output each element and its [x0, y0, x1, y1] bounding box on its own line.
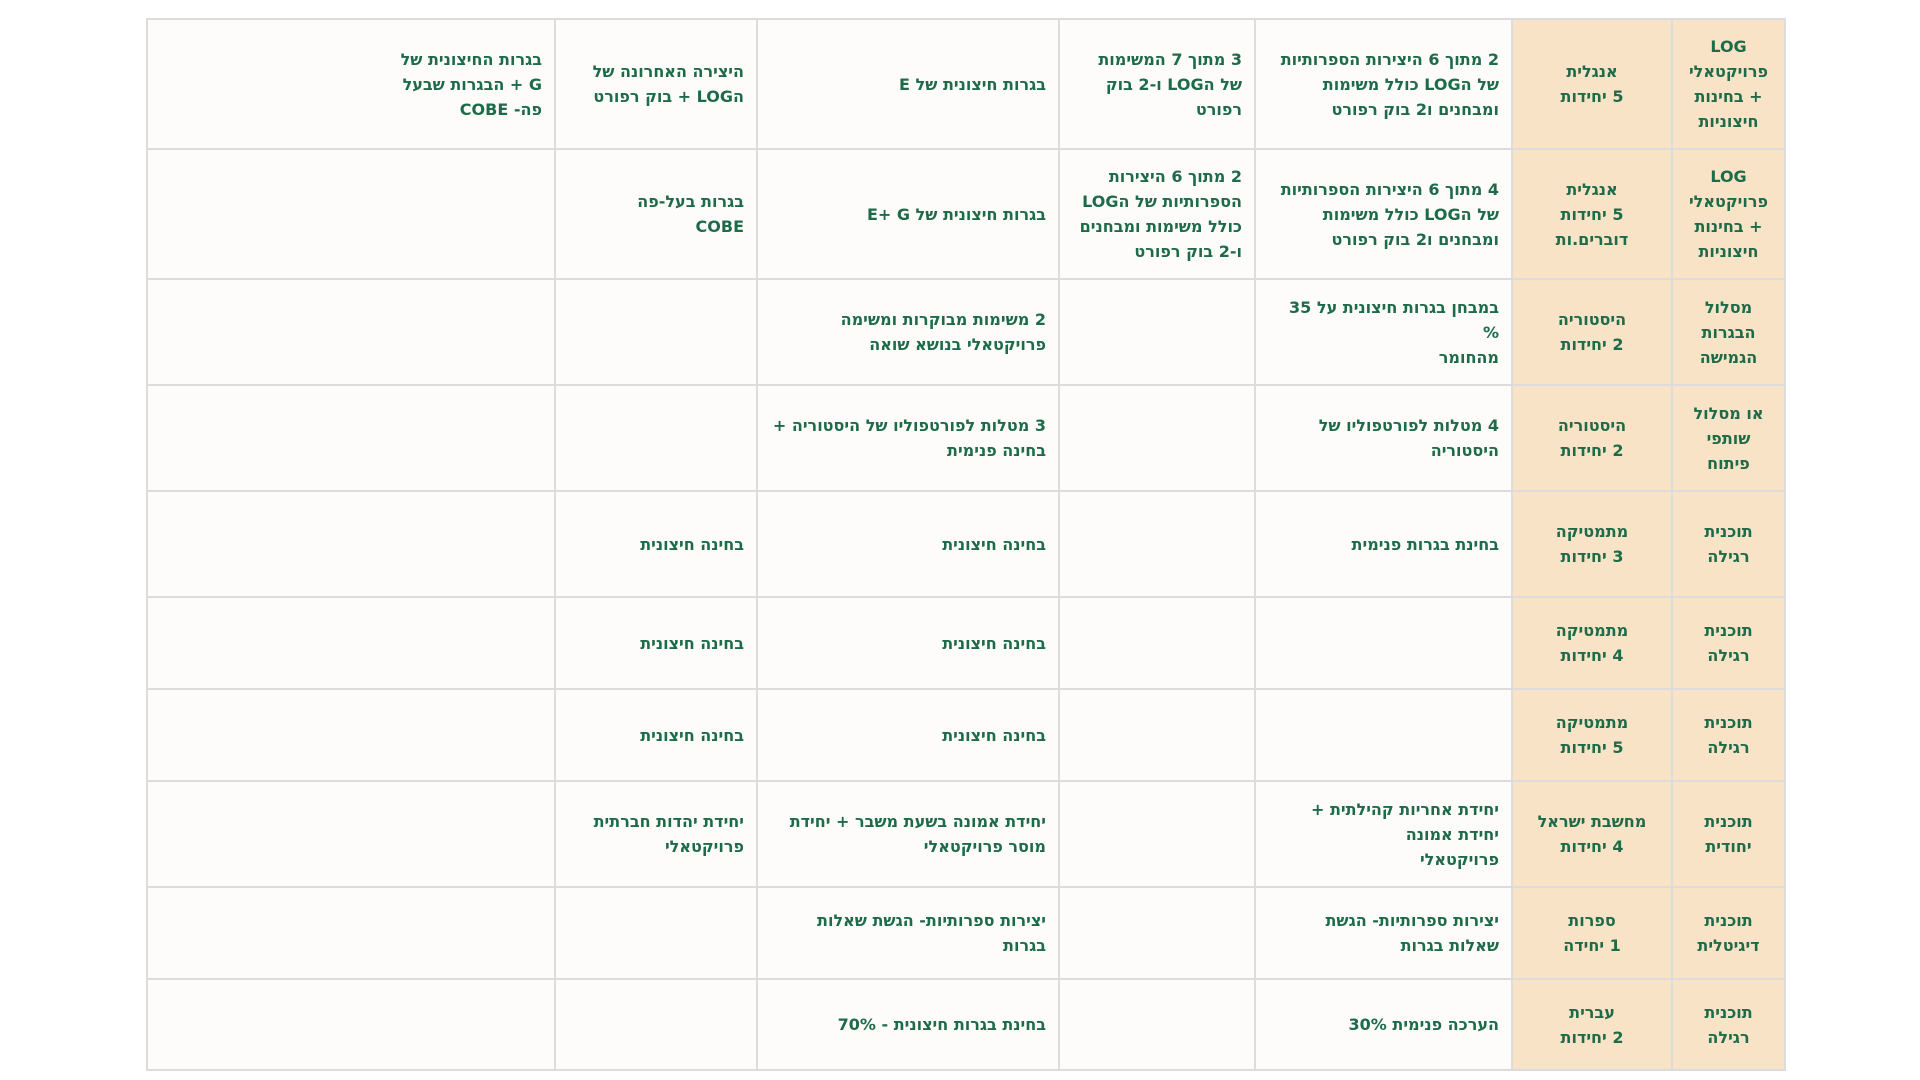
stage-3-cell: בחינה חיצונית [757, 689, 1059, 781]
track-cell: LOG פרויקטאלי + בחינות חיצוניות [1672, 19, 1785, 149]
table-row [147, 979, 1785, 1070]
stage-3-cell: בחינת בגרות חיצונית - 70% [757, 979, 1059, 1070]
assessment-table [146, 18, 1786, 1071]
stage-4-cell: היצירה האחרונה של הLOG + בוק רפורט [555, 19, 757, 149]
stage-2-cell [1059, 279, 1255, 385]
track-cell: תוכנית יחודית [1672, 781, 1785, 887]
stage-2-cell [1059, 781, 1255, 887]
subject-cell: מחשבת ישראל 4 יחידות [1512, 781, 1672, 887]
stage-5-cell [147, 597, 555, 689]
stage-3-cell: 3 מטלות לפורטפוליו של היסטוריה + בחינה פנימית [757, 385, 1059, 491]
stage-4-cell: בגרות בעל-פה COBE [555, 149, 757, 279]
track-cell: תוכנית רגילה [1672, 491, 1785, 597]
stage-3-cell: בחינה חיצונית [757, 597, 1059, 689]
stage-5-cell [147, 279, 555, 385]
table-row [147, 279, 1785, 385]
stage-4-cell: בחינה חיצונית [555, 689, 757, 781]
stage-2-cell [1059, 491, 1255, 597]
subject-cell: אנגלית 5 יחידות דוברים.ות [1512, 149, 1672, 279]
table-row [147, 19, 1785, 149]
subject-cell: ספרות 1 יחידה [1512, 887, 1672, 979]
table-row [147, 597, 1785, 689]
table-row [147, 149, 1785, 279]
stage-5-cell [147, 491, 555, 597]
stage-5-cell [147, 385, 555, 491]
table-row [147, 491, 1785, 597]
stage-2-cell: 3 מתוך 7 המשימות של הLOG ו-2 בוק רפורט [1059, 19, 1255, 149]
stage-1-cell [1255, 597, 1512, 689]
stage-5-cell [147, 979, 555, 1070]
stage-1-cell: 4 מתוך 6 היצירות הספרותיות של הLOG כולל משימות ומבחנים ו2 בוק רפורט [1255, 149, 1512, 279]
stage-2-cell: 2 מתוך 6 היצירות הספרותיות של הLOG כולל משימות ומבחנים ו-2 בוק רפורט [1059, 149, 1255, 279]
subject-cell: מתמטיקה 4 יחידות [1512, 597, 1672, 689]
stage-2-cell [1059, 689, 1255, 781]
subject-cell: עברית 2 יחידות [1512, 979, 1672, 1070]
stage-3-cell: בגרות חיצונית של E+ G [757, 149, 1059, 279]
table-row [147, 689, 1785, 781]
stage-1-cell: בחינת בגרות פנימית [1255, 491, 1512, 597]
stage-1-cell: 2 מתוך 6 היצירות הספרותיות של הLOG כולל משימות ומבחנים ו2 בוק רפורט [1255, 19, 1512, 149]
stage-2-cell [1059, 887, 1255, 979]
track-cell: תוכנית רגילה [1672, 979, 1785, 1070]
stage-5-cell [147, 781, 555, 887]
subject-cell: מתמטיקה 3 יחידות [1512, 491, 1672, 597]
table-row [147, 887, 1785, 979]
track-cell: מסלול הבגרות הגמישה [1672, 279, 1785, 385]
subject-cell: מתמטיקה 5 יחידות [1512, 689, 1672, 781]
track-cell: LOG פרויקטאלי + בחינות חיצוניות [1672, 149, 1785, 279]
stage-5-cell [147, 887, 555, 979]
stage-5-cell: בגרות החיצונית של G + הבגרות שבעל פה- COBE [147, 19, 555, 149]
table-row [147, 781, 1785, 887]
stage-4-cell [555, 887, 757, 979]
subject-cell: היסטוריה 2 יחידות [1512, 279, 1672, 385]
stage-3-cell: בגרות חיצונית של E [757, 19, 1059, 149]
stage-5-cell [147, 689, 555, 781]
stage-1-cell: הערכה פנימית 30% [1255, 979, 1512, 1070]
stage-3-cell: 2 משימות מבוקרות ומשימה פרויקטאלי בנושא שואה [757, 279, 1059, 385]
stage-1-cell: יחידת אחריות קהילתית + יחידת אמונה פרויקטאלי [1255, 781, 1512, 887]
stage-1-cell: יצירות ספרותיות- הגשת שאלות בגרות [1255, 887, 1512, 979]
stage-4-cell: יחידת יהדות חברתית פרויקטאלי [555, 781, 757, 887]
track-cell: או מסלול שותפי פיתוח [1672, 385, 1785, 491]
track-cell: תוכנית רגילה [1672, 597, 1785, 689]
track-cell: תוכנית רגילה [1672, 689, 1785, 781]
stage-4-cell: בחינה חיצונית [555, 491, 757, 597]
stage-2-cell [1059, 597, 1255, 689]
stage-4-cell [555, 979, 757, 1070]
subject-cell: אנגלית 5 יחידות [1512, 19, 1672, 149]
stage-3-cell: בחינה חיצונית [757, 491, 1059, 597]
stage-3-cell: יחידת אמונה בשעת משבר + יחידת מוסר פרויקטאלי [757, 781, 1059, 887]
stage-4-cell: בחינה חיצונית [555, 597, 757, 689]
table-row [147, 385, 1785, 491]
stage-4-cell [555, 279, 757, 385]
stage-4-cell [555, 385, 757, 491]
stage-2-cell [1059, 385, 1255, 491]
stage-1-cell [1255, 689, 1512, 781]
track-cell: תוכנית דיגיטלית [1672, 887, 1785, 979]
stage-2-cell [1059, 979, 1255, 1070]
stage-1-cell: במבחן בגרות חיצונית על 35 % מהחומר [1255, 279, 1512, 385]
stage-5-cell [147, 149, 555, 279]
stage-3-cell: יצירות ספרותיות- הגשת שאלות בגרות [757, 887, 1059, 979]
stage-1-cell: 4 מטלות לפורטפוליו של היסטוריה [1255, 385, 1512, 491]
subject-cell: היסטוריה 2 יחידות [1512, 385, 1672, 491]
